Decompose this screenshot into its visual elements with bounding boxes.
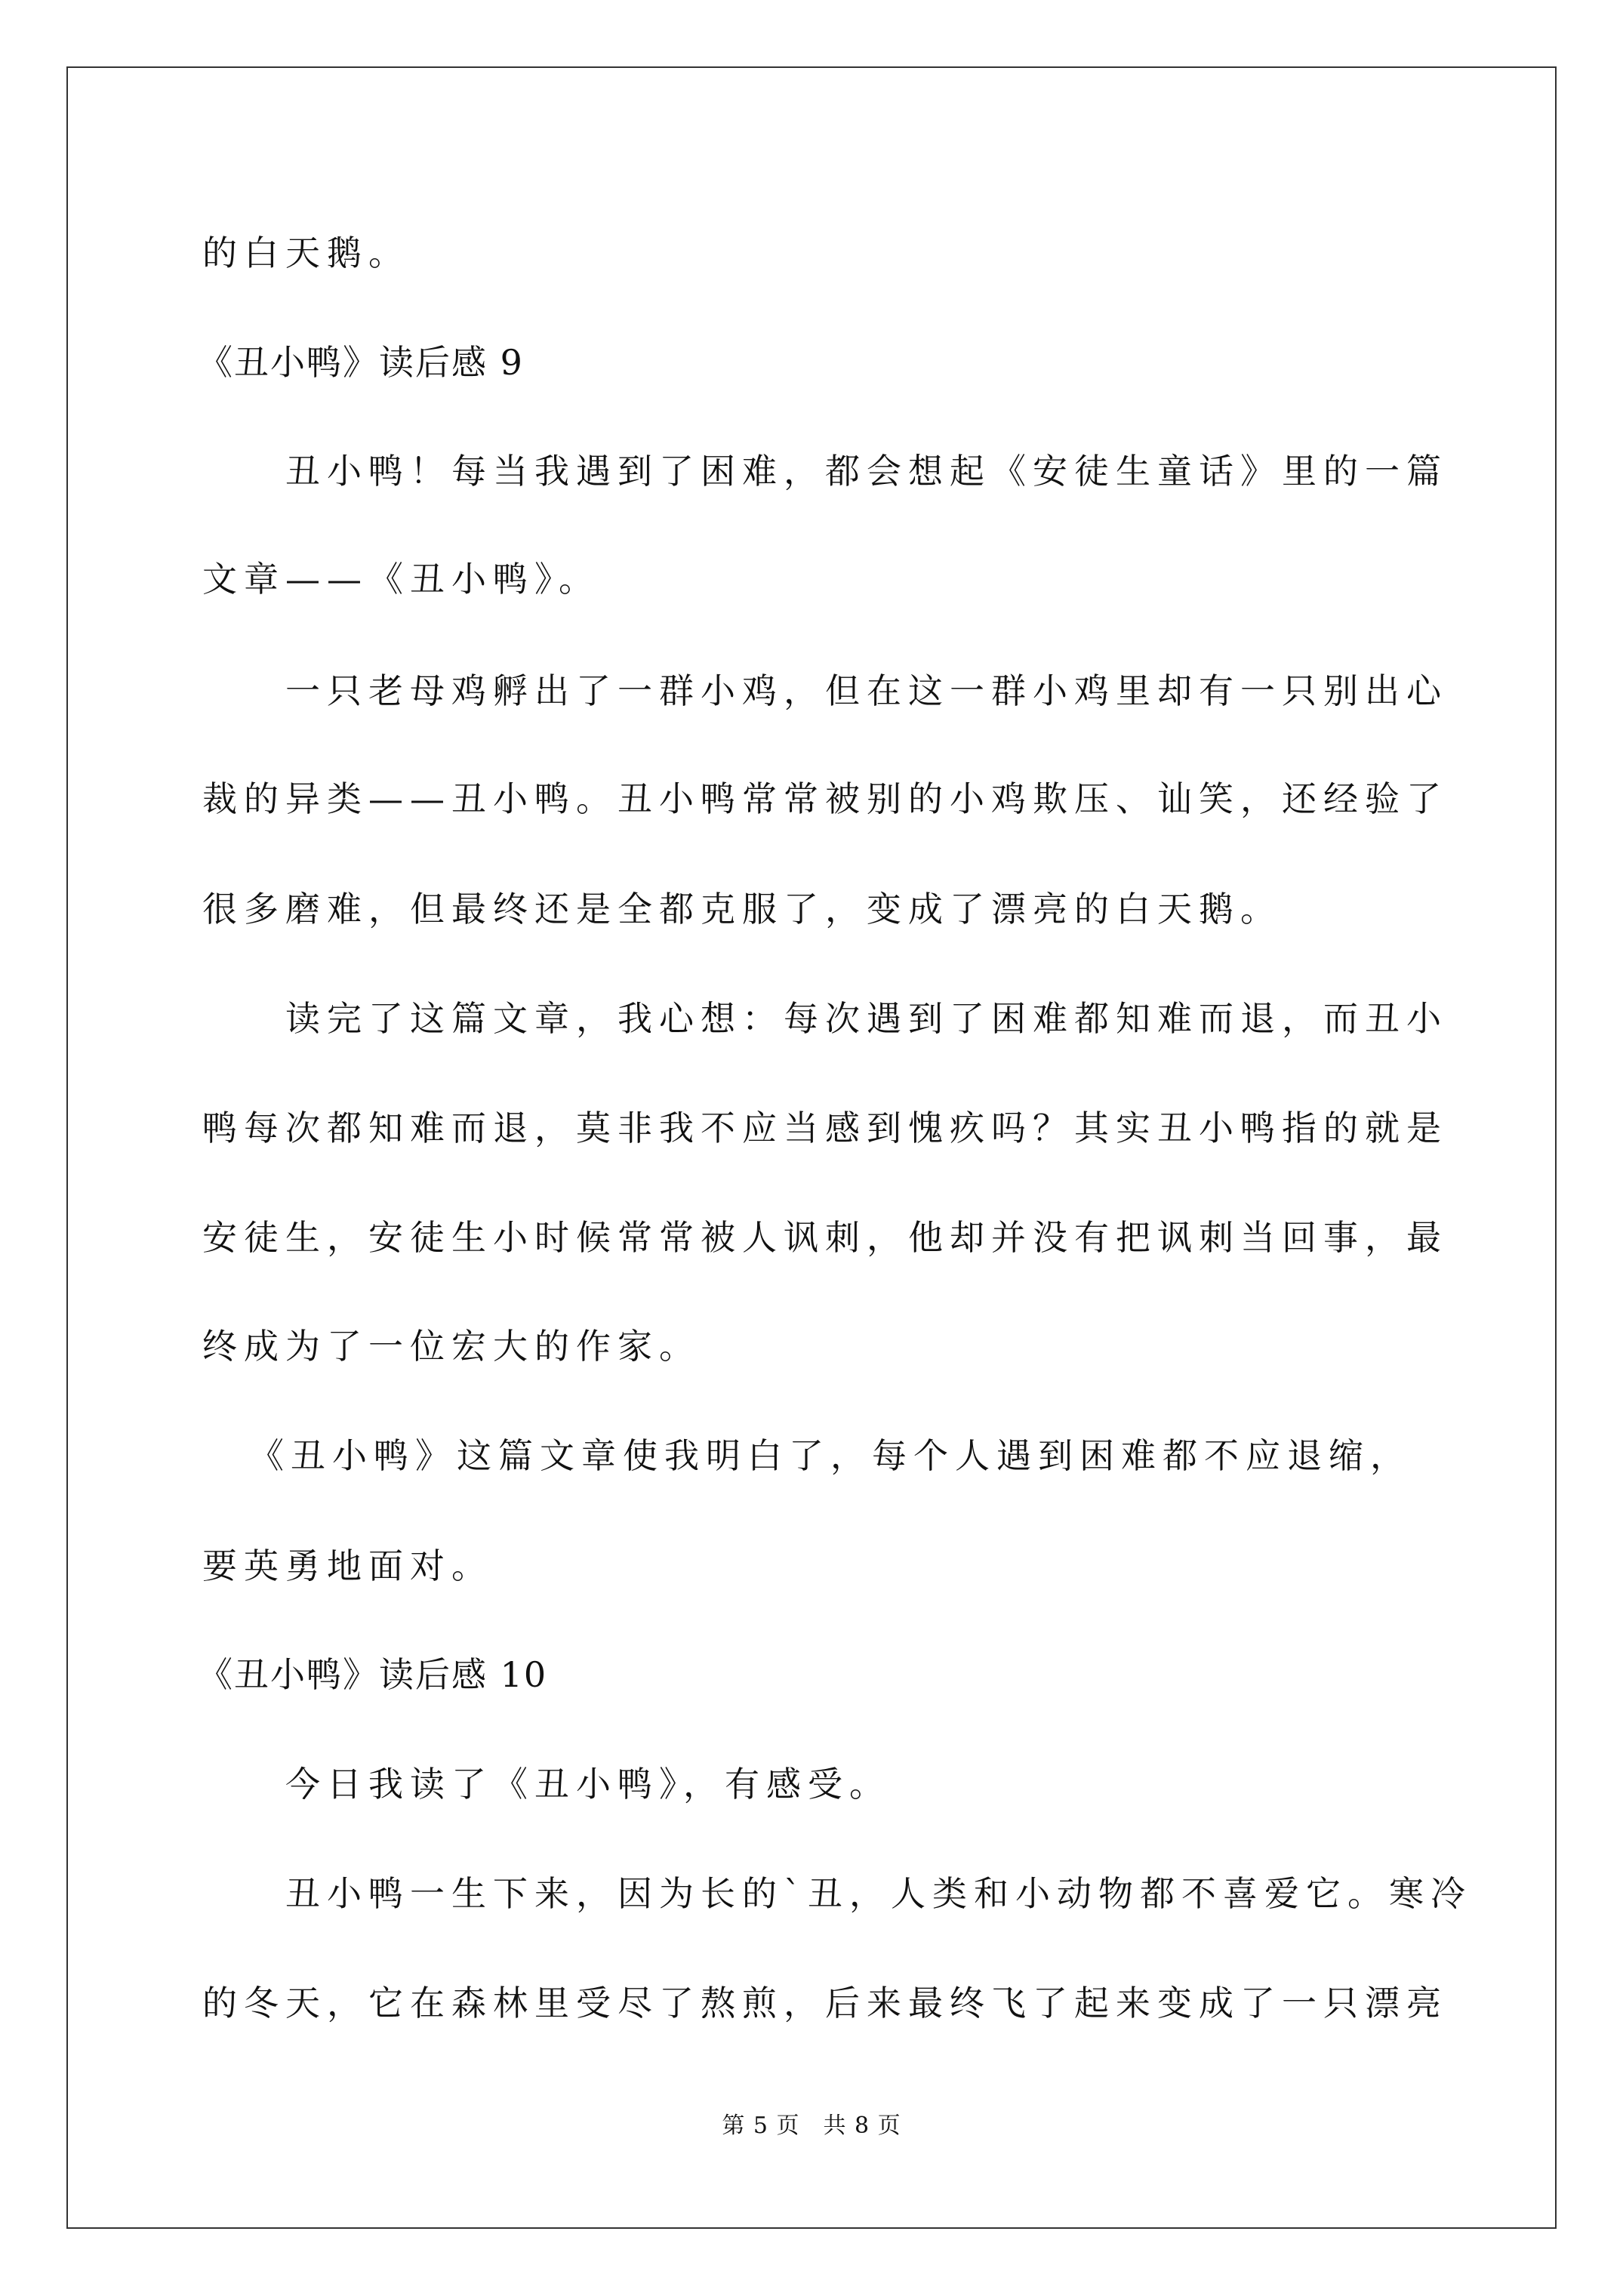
- body-line: 安徒生，安徒生小时候常常被人讽刺，他却并没有把讽刺当回事，最: [202, 1217, 1448, 1258]
- body-line: 鸭每次都知难而退，莫非我不应当感到愧疚吗？其实丑小鸭指的就是: [202, 1108, 1448, 1148]
- body-line: 的白天鹅。: [202, 233, 410, 273]
- body-line: 文章——《丑小鸭》。: [202, 559, 600, 599]
- body-line: 一只老母鸡孵出了一群小鸡，但在这一群小鸡里却有一只别出心: [285, 670, 1448, 711]
- body-line: 《丑小鸭》这篇文章使我明白了，每个人遇到困难都不应退缩，: [249, 1435, 1412, 1476]
- section-heading: 《丑小鸭》读后感 10: [198, 1654, 548, 1695]
- body-line: 丑小鸭！每当我遇到了困难，都会想起《安徒生童话》里的一篇: [285, 451, 1448, 492]
- body-line: 丑小鸭一生下来，因为长的`丑，人类和小动物都不喜爱它。寒冷: [285, 1873, 1472, 1914]
- body-line: 的冬天，它在森林里受尽了熬煎，后来最终飞了起来变成了一只漂亮: [202, 1983, 1448, 2023]
- section-heading: 《丑小鸭》读后感 9: [198, 342, 524, 383]
- body-line: 读完了这篇文章，我心想：每次遇到了困难都知难而退，而丑小: [285, 998, 1448, 1039]
- body-line: 裁的异类——丑小鸭。丑小鸭常常被别的小鸡欺压、讪笑，还经验了: [202, 778, 1448, 819]
- body-line: 今日我读了《丑小鸭》，有感受。: [285, 1764, 891, 1804]
- body-line: 要英勇地面对。: [202, 1546, 493, 1586]
- page-number: 第 5 页 共 8 页: [722, 2113, 901, 2139]
- body-line: 终成为了一位宏大的作家。: [202, 1326, 701, 1367]
- body-line: 很多磨难，但最终还是全都克服了，变成了漂亮的白天鹅。: [202, 889, 1282, 929]
